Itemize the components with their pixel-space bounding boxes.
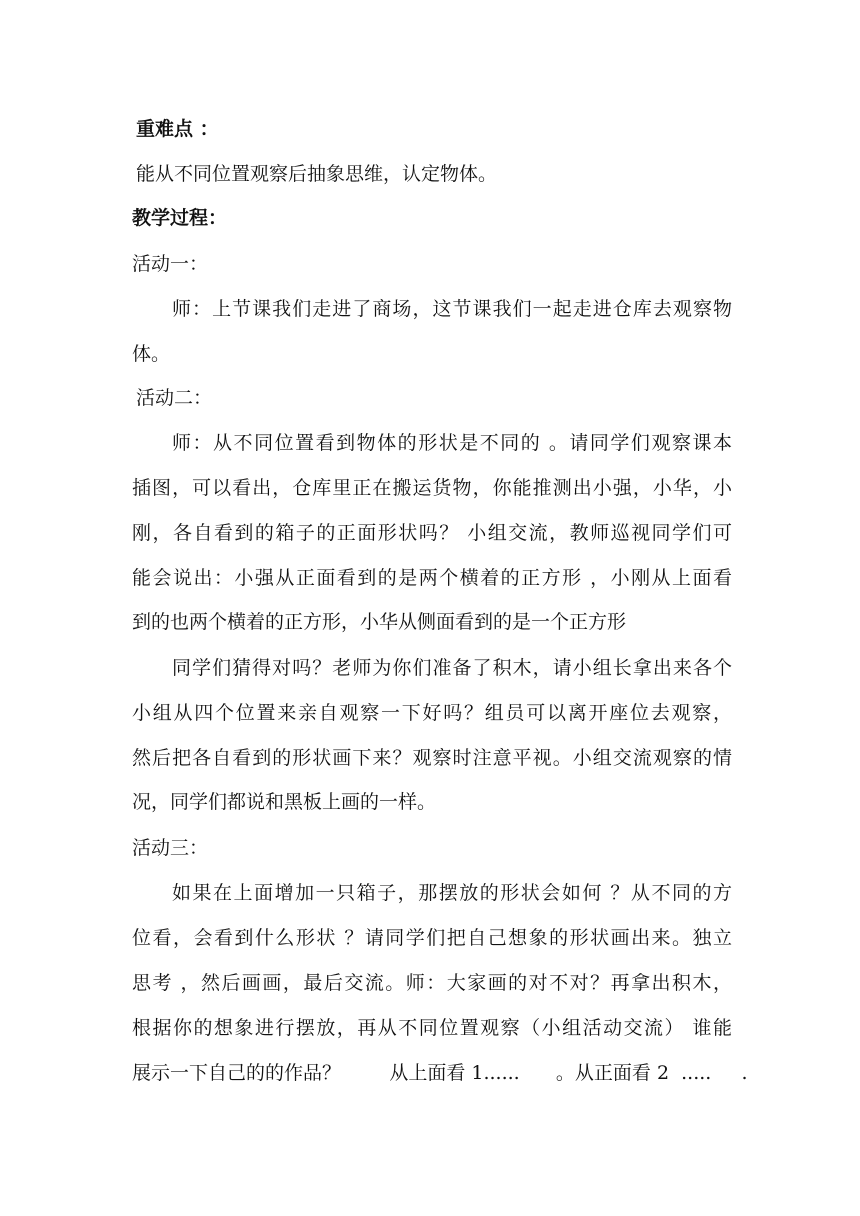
- activity-2-line: 插图，可以看出，仓库里正在搬运货物，你能推测出小强，小华，小: [132, 477, 732, 499]
- key-points-text: 能从不同位置观察后抽象思维，认定物体。: [136, 163, 498, 185]
- activity-2-line: 同学们猜得对吗？老师为你们准备了积木，请小组长拿出来各个: [172, 657, 732, 679]
- activity-2-line: 师：从不同位置看到物体的形状是不同的 。请同学们观察课本: [172, 432, 732, 454]
- activity-2-line: 然后把各自看到的形状画下来？观察时注意平视。小组交流观察的情: [132, 747, 732, 769]
- heading-key-points: 重难点 ：: [136, 118, 219, 140]
- activity-3-line: 根据你的想象进行摆放，再从不同位置观察（小组活动交流） 谁能: [132, 1017, 732, 1039]
- activity-2-line: 刚，各自看到的箱子的正面形状吗？ 小组交流，教师巡视同学们可: [132, 522, 732, 544]
- activity-2-line: 到的也两个横着的正方形，小华从侧面看到的是一个正方形: [132, 611, 627, 633]
- activity-2-line: 况，同学们都说和黑板上画的一样。: [132, 791, 437, 813]
- activity-1-line: 体。: [132, 343, 171, 365]
- activity-3-line: 展示一下自己的的作品？ 从上面看 1...... 。从正面看 2 ..... .: [132, 1062, 748, 1084]
- activity-1-line: 师：上节课我们走进了商场，这节课我们一起走进仓库去观察物: [172, 298, 732, 320]
- activity-2-line: 能会说出：小强从正面看到的是两个横着的正方形 ，小刚从上面看: [132, 567, 732, 589]
- activity-1-label: 活动一：: [132, 253, 209, 275]
- activity-3-line: 如果在上面增加一只箱子，那摆放的形状会如何 ？从不同的方: [172, 882, 732, 904]
- activity-3-line: 思考 ，然后画画，最后交流。师：大家画的对不对？再拿出积木，: [132, 972, 732, 994]
- activity-3-line: 位看，会看到什么形状 ？请同学们把自己想象的形状画出来。独立: [132, 927, 732, 949]
- activity-2-line: 小组从四个位置来亲自观察一下好吗？组员可以离开座位去观察，: [132, 702, 732, 724]
- activity-3-label: 活动三：: [132, 837, 209, 859]
- heading-teaching-process: 教学过程：: [132, 207, 228, 229]
- activity-2-label: 活动二：: [136, 387, 213, 409]
